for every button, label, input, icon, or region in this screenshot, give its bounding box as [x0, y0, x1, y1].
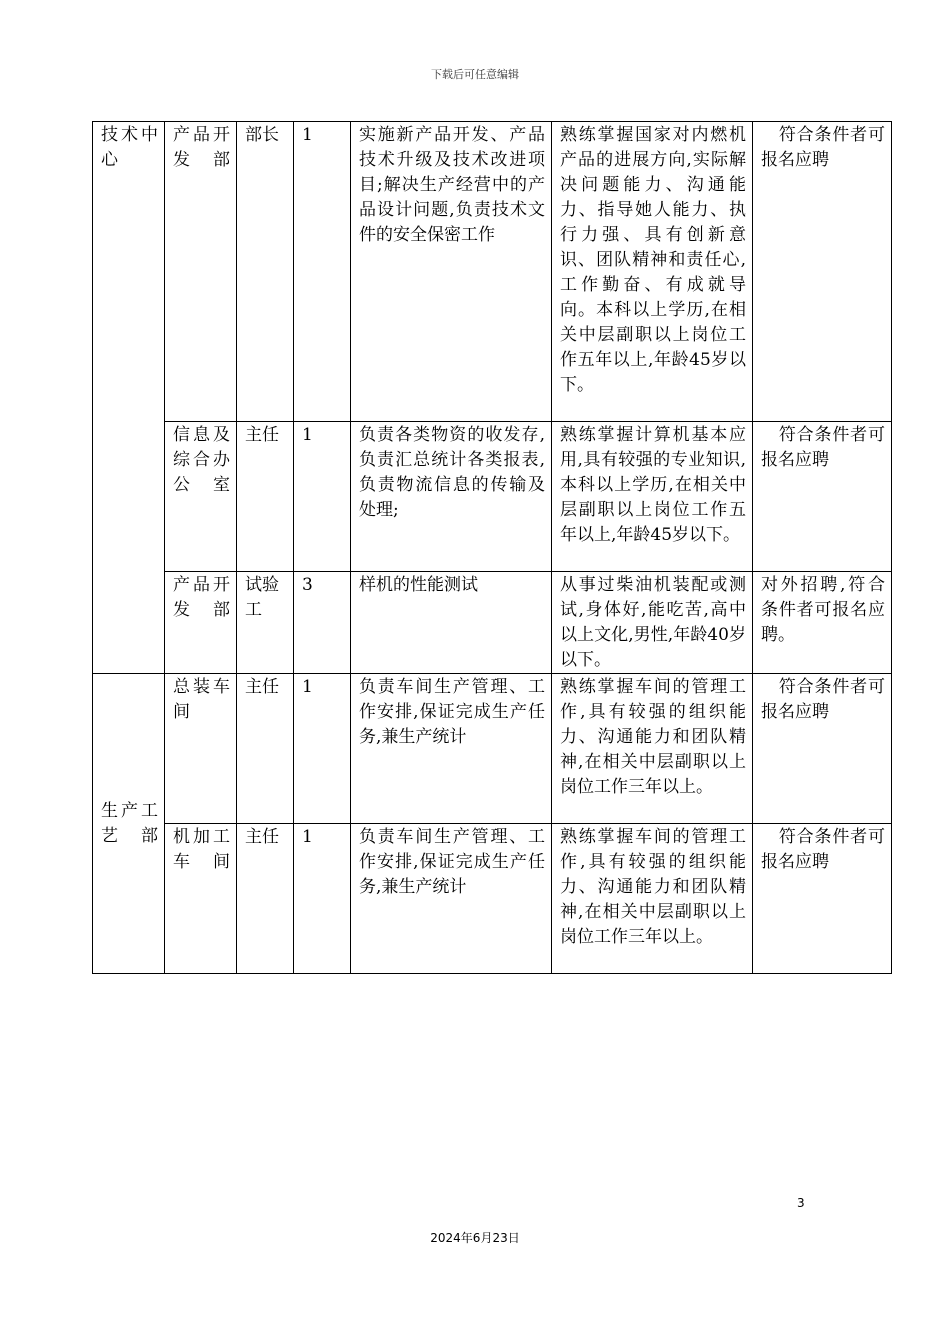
duties-cell: 负责车间生产管理、工作安排,保证完成生产任务,兼生产统计	[351, 824, 552, 974]
count-cell: 1	[294, 674, 351, 824]
table-row	[93, 572, 892, 674]
requirements-cell: 熟练掌握计算机基本应用,具有较强的专业知识,本科以上学历,在相关中层副职以上岗位工作五年以上,年龄45岁以下。	[552, 422, 753, 572]
count-cell: 1	[294, 122, 351, 422]
duties-cell: 负责各类物资的收发存,负责汇总统计各类报表,负责物流信息的传输及处理;	[351, 422, 552, 572]
unit-cell: 产品开发部	[165, 122, 237, 422]
count-cell: 1	[294, 422, 351, 572]
notes-cell: 符合条件者可报名应聘	[753, 824, 892, 974]
requirements-cell: 熟练掌握车间的管理工作,具有较强的组织能力、沟通能力和团队精神,在相关中层副职以上岗位工作三年以上。	[552, 674, 753, 824]
table-row	[93, 674, 892, 824]
unit-cell: 总装车间	[165, 674, 237, 824]
unit-cell: 产品开发部	[165, 572, 237, 674]
table-row	[93, 824, 892, 974]
count-cell: 1	[294, 824, 351, 974]
duties-cell: 负责车间生产管理、工作安排,保证完成生产任务,兼生产统计	[351, 674, 552, 824]
position-cell: 主任	[237, 674, 294, 824]
position-cell: 主任	[237, 422, 294, 572]
unit-cell: 信息及综合办公室	[165, 422, 237, 572]
position-cell: 试验工	[237, 572, 294, 674]
requirements-cell: 从事过柴油机装配或测试,身体好,能吃苦,高中以上文化,男性,年龄40岁以下。	[552, 572, 753, 674]
duties-cell: 实施新产品开发、产品技术升级及技术改进项目;解决生产经营中的产品设计问题,负责技术文件的安全保密工作	[351, 122, 552, 422]
recruitment-table	[92, 121, 892, 974]
table-row	[93, 422, 892, 572]
requirements-cell: 熟练掌握车间的管理工作,具有较强的组织能力、沟通能力和团队精神,在相关中层副职以上岗位工作三年以上。	[552, 824, 753, 974]
department-cell: 技术中心	[93, 122, 165, 674]
notes-cell: 符合条件者可报名应聘	[753, 674, 892, 824]
notes-cell: 符合条件者可报名应聘	[753, 122, 892, 422]
unit-cell: 机加工车间	[165, 824, 237, 974]
department-cell: 生产工艺部	[93, 674, 165, 974]
duties-cell: 样机的性能测试	[351, 572, 552, 674]
table-row	[93, 122, 892, 422]
position-cell: 主任	[237, 824, 294, 974]
header-note: 下载后可任意编辑	[431, 68, 519, 81]
notes-cell: 对外招聘,符合条件者可报名应聘。	[753, 572, 892, 674]
page-number: 3	[797, 1196, 805, 1210]
notes-cell: 符合条件者可报名应聘	[753, 422, 892, 572]
footer-date: 2024年6月23日	[430, 1231, 520, 1245]
count-cell: 3	[294, 572, 351, 674]
position-cell: 部长	[237, 122, 294, 422]
requirements-cell: 熟练掌握国家对内燃机产品的进展方向,实际解决问题能力、沟通能力、指导她人能力、执行力强、具有创新意识、团队精神和责任心,工作勤奋、有成就导向。本科以上学历,在相关中层副职以上岗位工作五年以上,年龄45岁以下。	[552, 122, 753, 422]
